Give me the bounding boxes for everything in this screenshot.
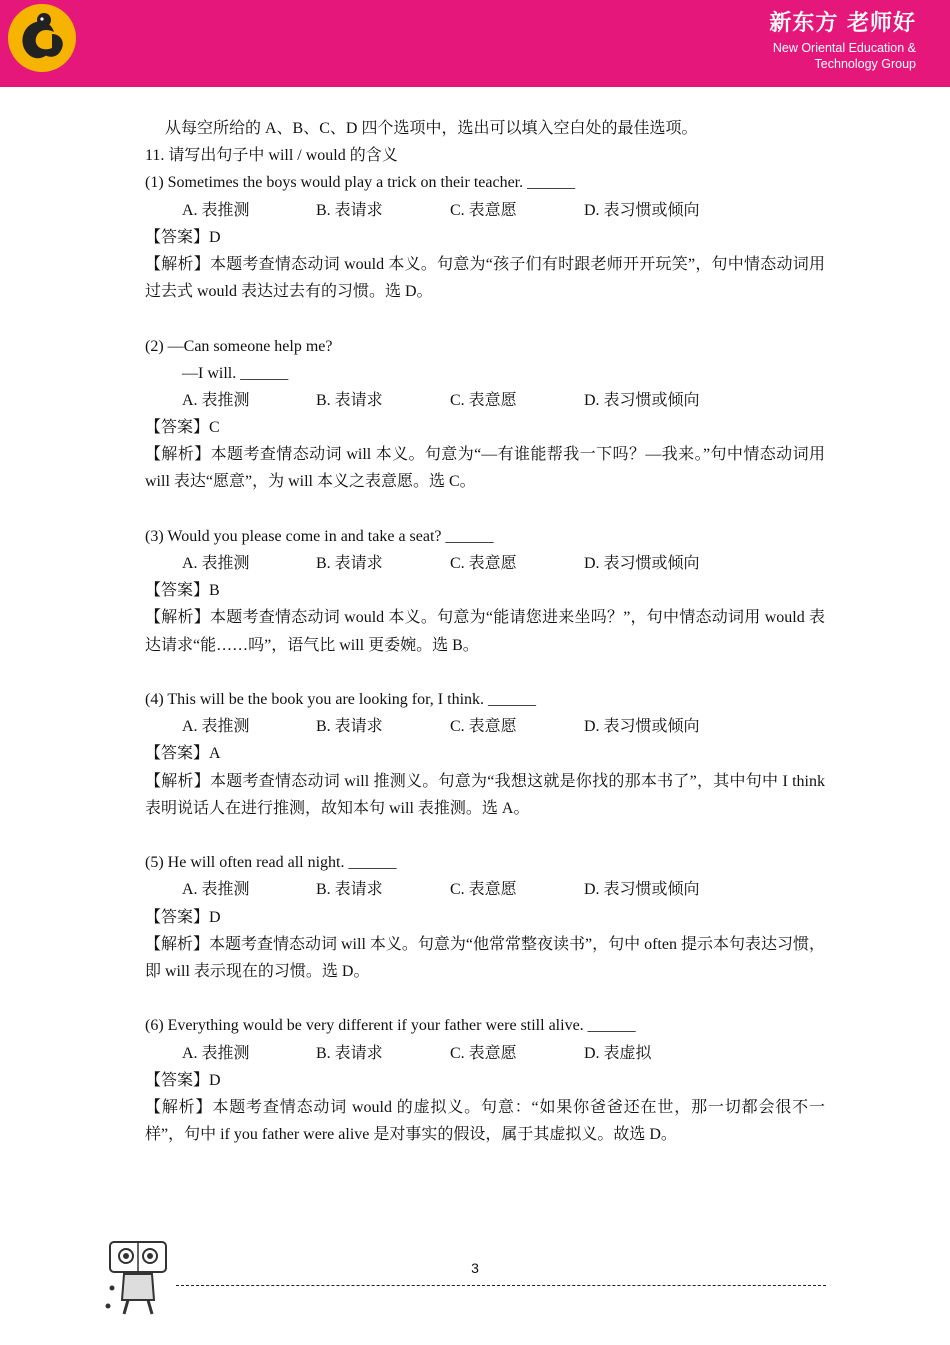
options-row	[145, 1040, 825, 1067]
brand-name-cn: 新东方 老师好	[769, 11, 916, 36]
question-stem: (1) Sometimes the boys would play a trick on their teacher. ______	[145, 174, 576, 192]
options-row	[145, 387, 825, 414]
question-stem: (6) Everything would be very different if your father were still alive. ______	[145, 1017, 636, 1035]
logo-icon	[8, 4, 76, 72]
answer: 【答案】D	[145, 228, 221, 246]
question-block	[145, 169, 825, 305]
option-a: A. 表推测	[182, 881, 250, 899]
analysis: 【解析】本题考查情态动词 would 本义。句意为“能请您进来坐吗？”，句中情态动词用 would 表达请求“能……吗”，语气比 will 更委婉。选 B。	[145, 609, 825, 654]
option-d: D. 表习惯或倾向	[584, 391, 700, 409]
option-c: C. 表意愿	[450, 201, 517, 219]
footer-divider	[176, 1285, 826, 1286]
option-b: B. 表请求	[316, 718, 383, 736]
options-row	[145, 876, 825, 903]
question-block	[145, 523, 825, 659]
page-header	[0, 0, 950, 87]
question-stem: (2) —Can someone help me?	[145, 337, 333, 355]
analysis: 【解析】本题考查情态动词 will 本义。句意为“—有谁能帮我一下吗？—我来。”句中情态动词用 will 表达“愿意”，为 will 本义之表意愿。选 C。	[145, 446, 825, 491]
analysis: 【解析】本题考查情态动词 would 的虚拟义。句意：“如果你爸爸还在世，那一切都会很不一样”，句中 if you father were alive 是对事实的假设，属于其虚拟义。故选 D。	[145, 1098, 825, 1144]
option-d: D. 表习惯或倾向	[584, 201, 700, 219]
option-b: B. 表请求	[316, 555, 383, 573]
option-a: A. 表推测	[182, 391, 250, 409]
answer: 【答案】C	[145, 419, 220, 437]
option-d: D. 表习惯或倾向	[584, 881, 700, 899]
option-d: D. 表习惯或倾向	[584, 555, 700, 573]
answer: 【答案】B	[145, 582, 220, 600]
question-block	[145, 333, 825, 496]
analysis: 【解析】本题考查情态动词 would 本义。句意为“孩子们有时跟老师开开玩笑”，句中情态动词用过去式 would 表达过去有的习惯。选 D。	[145, 255, 825, 301]
section-title: 11. 请写出句子中 will / would 的含义	[145, 147, 398, 165]
owl-mascot-icon	[102, 1238, 172, 1320]
brand-en-line2: Technology Group	[814, 57, 916, 71]
instructions: 从每空所给的 A、B、C、D 四个选项中，选出可以填入空白处的最佳选项。	[165, 120, 698, 137]
option-a: A. 表推测	[182, 1044, 250, 1062]
option-c: C. 表意愿	[450, 555, 517, 573]
answer: 【答案】D	[145, 1071, 221, 1089]
analysis: 【解析】本题考查情态动词 will 推测义。句意为“我想这就是你找的那本书了”，其中句中 I think 表明说话人在进行推测，故知本句 will 表推测。选 A。	[145, 772, 825, 817]
answer: 【答案】A	[145, 745, 221, 763]
option-b: B. 表请求	[316, 881, 383, 899]
question-block	[145, 1012, 825, 1148]
options-row	[145, 197, 825, 224]
option-a: A. 表推测	[182, 718, 250, 736]
answer: 【答案】D	[145, 908, 221, 926]
page-number: 3	[471, 1260, 479, 1276]
option-c: C. 表意愿	[450, 1044, 517, 1062]
question-block	[145, 686, 825, 822]
question-stem: (4) This will be the book you are looking for, I think. ______	[145, 691, 537, 709]
option-d: D. 表虚拟	[584, 1044, 652, 1062]
brand-name-en	[773, 40, 916, 72]
option-b: B. 表请求	[316, 201, 383, 219]
question-stem: (3) Would you please come in and take a seat? ______	[145, 527, 494, 545]
document-body	[145, 115, 825, 1148]
option-b: B. 表请求	[316, 1044, 383, 1062]
option-c: C. 表意愿	[450, 391, 517, 409]
brand-en-line1: New Oriental Education &	[772, 41, 916, 55]
option-b: B. 表请求	[316, 391, 383, 409]
option-a: A. 表推测	[182, 555, 250, 573]
option-a: A. 表推测	[182, 201, 250, 219]
analysis: 【解析】本题考查情态动词 will 本义。句意为“他常常整夜读书”，句中 often 提示本句表达习惯，即 will 表示现在的习惯。选 D。	[145, 935, 825, 980]
option-d: D. 表习惯或倾向	[584, 718, 700, 736]
options-row	[145, 550, 825, 577]
option-c: C. 表意愿	[450, 718, 517, 736]
question-stem-line2: —I will. ______	[182, 364, 289, 382]
question-stem: (5) He will often read all night. ______	[145, 854, 397, 872]
question-block	[145, 849, 825, 985]
option-c: C. 表意愿	[450, 881, 517, 899]
options-row	[145, 713, 825, 740]
